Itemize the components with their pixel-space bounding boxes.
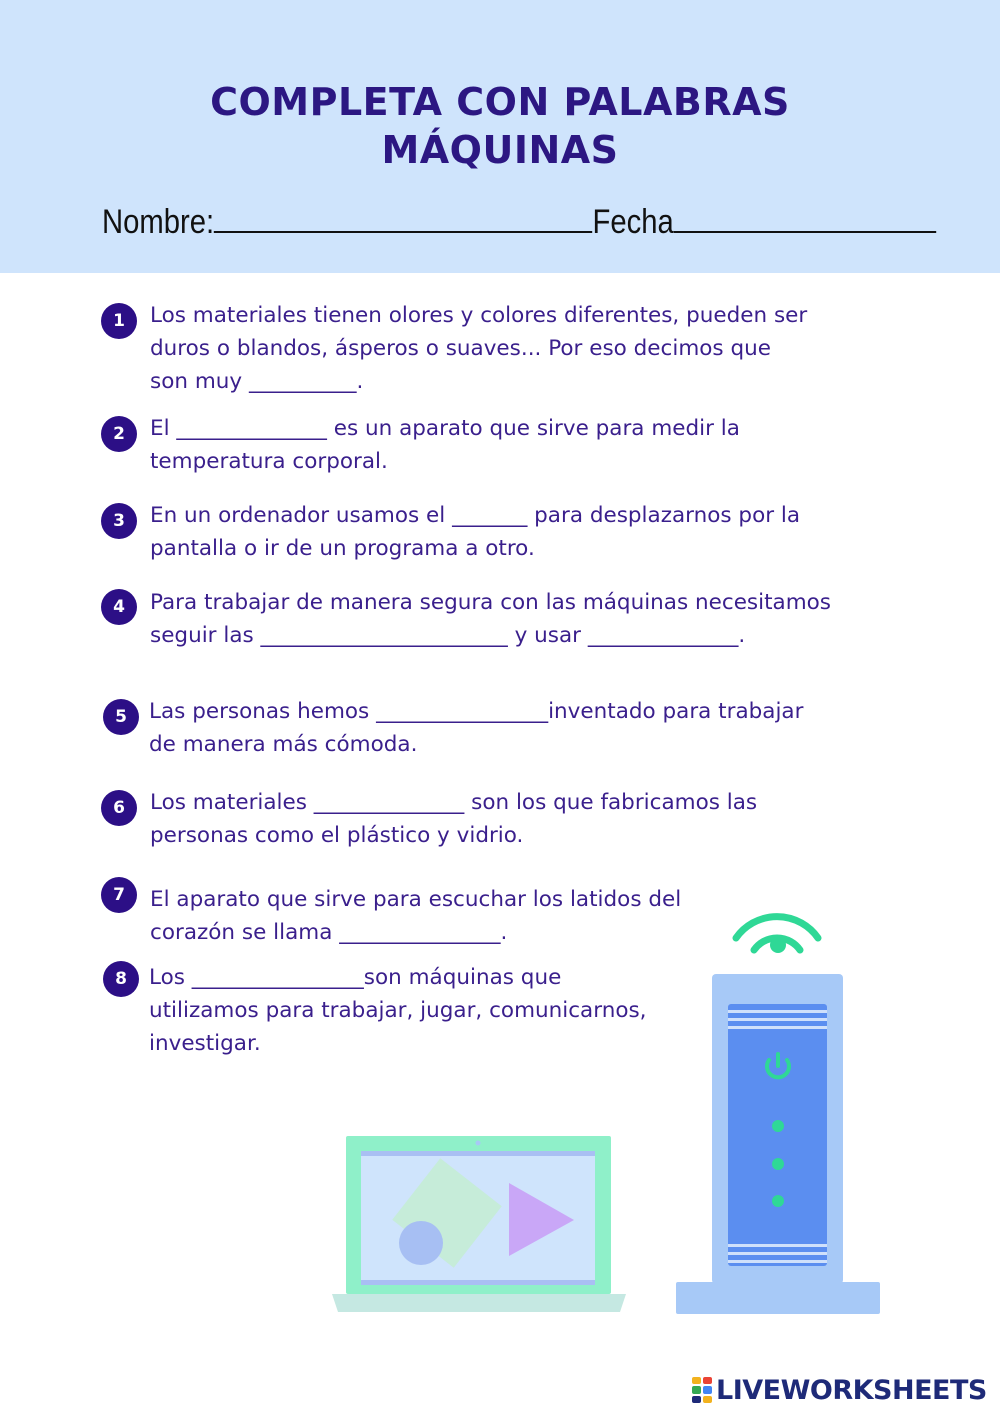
router-stand <box>676 1282 880 1314</box>
page-title <box>0 78 1000 174</box>
question-line: pantalla o ir de un programa a otro. <box>150 536 535 561</box>
question-line: Los ________________son máquinas que <box>149 965 562 990</box>
brand-name: LIVEWORKSHEETS <box>716 1374 987 1406</box>
liveworksheets-logo-icon <box>692 1377 712 1403</box>
status-light-icon <box>772 1195 784 1207</box>
question-line: corazón se llama _______________. <box>150 920 508 945</box>
title-line-2: MÁQUINAS <box>381 128 619 172</box>
question-line: Los materiales ______________ son los que fabricamos las <box>150 790 758 815</box>
name-date-row <box>102 200 807 244</box>
question-line: Los materiales tienen olores y colores diferentes, pueden ser <box>150 303 808 328</box>
logo-tile <box>692 1377 701 1384</box>
status-light-icon <box>772 1120 784 1132</box>
panel-line <box>728 1252 827 1255</box>
question-text <box>150 586 831 652</box>
question-text <box>149 695 803 761</box>
panel-line <box>728 1018 827 1021</box>
question-text <box>150 412 740 478</box>
question-line: investigar. <box>149 1031 261 1056</box>
question-text <box>150 883 681 949</box>
name-field[interactable] <box>214 203 592 233</box>
panel-line <box>728 1260 827 1263</box>
question-number-badge: 6 <box>101 790 137 826</box>
logo-tile <box>692 1396 701 1403</box>
question-text <box>150 786 757 852</box>
question-line: En un ordenador usamos el _______ para desplazarnos por la <box>150 503 801 528</box>
question-line: duros o blandos, ásperos o suaves... Por eso decimos que <box>150 336 771 361</box>
question-line: El aparato que sirve para escuchar los latidos del <box>150 887 682 912</box>
question-text <box>150 299 807 398</box>
question-line: de manera más cómoda. <box>149 732 418 757</box>
date-field[interactable] <box>674 203 936 233</box>
question-line: personas como el plástico y vidrio. <box>150 823 524 848</box>
circle-shape-icon <box>399 1221 443 1265</box>
question-line: El ______________ es un aparato que sirve para medir la <box>150 416 740 441</box>
router-illustration <box>672 898 884 1318</box>
question-text <box>149 961 647 1060</box>
question-text <box>150 499 800 565</box>
question-line: son muy __________. <box>150 369 364 394</box>
panel-line <box>728 1026 827 1029</box>
question-line: seguir las _______________________ y usar ______________. <box>150 623 746 648</box>
panel-line <box>728 1010 827 1013</box>
date-label: Fecha <box>592 203 674 241</box>
question-number-badge: 4 <box>101 589 137 625</box>
logo-tile <box>703 1377 712 1384</box>
question-line: temperatura corporal. <box>150 449 388 474</box>
question-number-badge: 7 <box>101 877 137 913</box>
logo-tile <box>703 1386 712 1393</box>
question-number-badge: 1 <box>101 303 137 339</box>
question-number-badge: 2 <box>101 416 137 452</box>
question-number-badge: 5 <box>103 699 139 735</box>
header-banner <box>0 0 1000 273</box>
logo-tile <box>703 1396 712 1403</box>
title-line-1: COMPLETA CON PALABRAS <box>210 80 790 124</box>
panel-line <box>728 1244 827 1247</box>
logo-tile <box>692 1386 701 1393</box>
screen-bottom-bar <box>361 1280 595 1285</box>
question-line: Las personas hemos ________________inventado para trabajar <box>149 699 804 724</box>
question-line: Para trabajar de manera segura con las máquinas necesitamos <box>150 590 831 615</box>
question-line: utilizamos para trabajar, jugar, comunicarnos, <box>149 998 647 1023</box>
status-light-icon <box>772 1158 784 1170</box>
router-panel <box>728 1004 827 1266</box>
laptop-illustration <box>328 1134 630 1316</box>
screen-top-bar <box>361 1151 595 1156</box>
question-number-badge: 3 <box>101 503 137 539</box>
name-label: Nombre: <box>102 203 215 241</box>
question-number-badge: 8 <box>103 961 139 997</box>
wifi-dot-icon <box>770 937 786 953</box>
laptop-base <box>332 1294 626 1312</box>
laptop-camera-icon <box>476 1141 481 1146</box>
liveworksheets-logo <box>692 1373 987 1407</box>
